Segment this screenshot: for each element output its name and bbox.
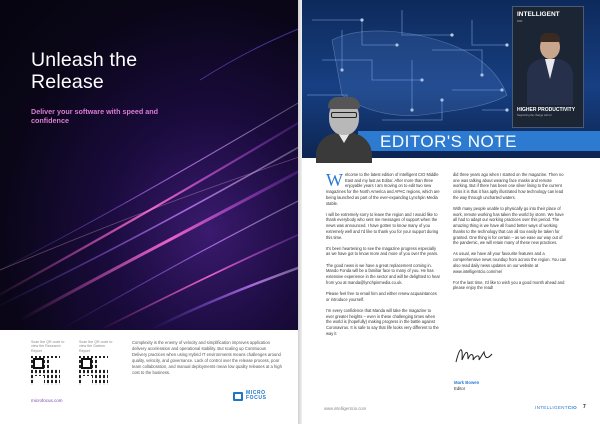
article-paragraph: As usual, we have all your favourite features and a comprehensive news roundup from across the region. You can also read daily news updates on our website at www.intelligentcio.com/me/ (453, 251, 567, 274)
article-column-right (453, 172, 567, 297)
page-number: 7 (583, 404, 586, 410)
article-paragraph: It's been heartening to see the magazine progress especially as we have got to know more and more of you over the years. (326, 245, 439, 257)
article-paragraph: For the last time, I'd like to wish you a good month ahead and please enjoy the read! (453, 279, 565, 291)
footer-brand-suffix: CIO (567, 405, 577, 410)
editors-note-heading: EDITOR'S NOTE (380, 132, 517, 151)
ad-body-text: Complexity is the enemy of velocity and simplification improves application delivery acceleration and operational stability. But scaling up Continuous Delivery practices when using Hybrid IT environments means challenges around quality, velocity, and governance. Lack of control over the release process, poor team collaboration, and manual deployments mean low quality releases at a high cost to the business. (132, 340, 282, 375)
magazine-masthead (517, 11, 560, 25)
micro-focus-mark-icon (233, 392, 243, 401)
micro-focus-logo (233, 391, 267, 402)
qr-code-icon[interactable] (79, 356, 108, 385)
editor-role: Editor (454, 386, 466, 391)
magazine-cover-image (512, 6, 584, 128)
qr-block-gartner[interactable] (79, 340, 117, 385)
brand-line1: MICRO (246, 390, 266, 396)
cover-headline-text: HIGHER PRODUCTIVITY (517, 107, 576, 113)
advert-page (0, 0, 298, 424)
masthead-text: INTELLIGENT (517, 11, 560, 18)
qr-label: Scan the QR code to view the Gartner Report (79, 340, 113, 353)
ad-headline-line2: Release (31, 71, 104, 93)
article-paragraph: I will be extremely sorry to leave the region and I would like to thank everybody who sent me messages of support when the news was announced. I have gotten to know many of you extremely well and I'd like to thank you for your support during this time. (326, 211, 439, 240)
editorial-page (302, 0, 600, 424)
article-paragraph: I'm every confidence that Manda will take the magazine to ever greater heights – even in these challenging times when the world is (hopefully) making progress in the battle against Coronavirus. It is safe to say that life looks very different to the way it (326, 307, 439, 336)
qr-block-research[interactable] (31, 340, 69, 385)
ad-url-link[interactable]: microfocus.com (31, 398, 63, 403)
article-paragraph: With many people unable to physically go into their place of work, remote working has taken the world by storm. We have all had to adapt our working practices over this period. The amazing thing is we have all found better ways of working thanks to the technology that can all too easily be taken for granted. One thing is for certain – as we ease our way out of the pandemic, we will retain many of these new practices. (453, 206, 564, 246)
article-paragraph: Please feel free to email him and either renew acquaintances or introduce yourself. (326, 290, 437, 302)
ad-subtitle: Deliver your software with speed and confidence (31, 107, 159, 125)
cover-person-photo (527, 33, 573, 105)
editor-signature (454, 342, 494, 368)
cover-headline (517, 107, 581, 119)
micro-focus-wordmark (246, 391, 267, 402)
ad-headline-line1: Unleash the (31, 49, 138, 71)
cover-subline: Supporting the change with AI (517, 114, 552, 117)
ad-headline (31, 49, 137, 93)
qr-code-icon[interactable] (31, 356, 60, 385)
article-column-left (326, 172, 440, 342)
editor-name: Mark Bowen (454, 380, 480, 385)
paragraph-text: elcome to the latest edition of Intelligent CIO Middle East and my last as Editor. After more than three enjoyable years I am moving on to edit two new magazines for the North America and APAC regions, which are being launched as part of the ever-expanding Lynchpin Media stable. (326, 172, 440, 206)
editor-portrait-photo (316, 93, 372, 163)
article-paragraph: did three years ago when I started on the magazine. Then no one was talking about wearing face masks and remote working. But if there has been one silver lining to the current crisis it is that it has aptly illustrated how technology can lead the way through uncharted waters. (453, 172, 564, 200)
footer-url-link[interactable]: www.intelligentcio.com (324, 406, 367, 411)
dropcap: W (326, 170, 343, 190)
brand-line2: FOCUS (246, 395, 267, 402)
article-paragraph: The good news is we have a great replacement coming in. Mando Fonda will be a familiar face to many of you. He has extensive experience in the sector and will be delighted to hear from you at manda@lynchpinmedia.co.uk. (326, 262, 441, 285)
footer-brand-prefix: INTELLIGENT (535, 405, 568, 410)
qr-label: Scan the QR code to view the Research Report (31, 340, 65, 353)
footer-brand (535, 405, 577, 410)
article-paragraph (326, 172, 440, 206)
ad-hero-image (0, 0, 298, 330)
masthead-sub: CIO (517, 19, 523, 23)
